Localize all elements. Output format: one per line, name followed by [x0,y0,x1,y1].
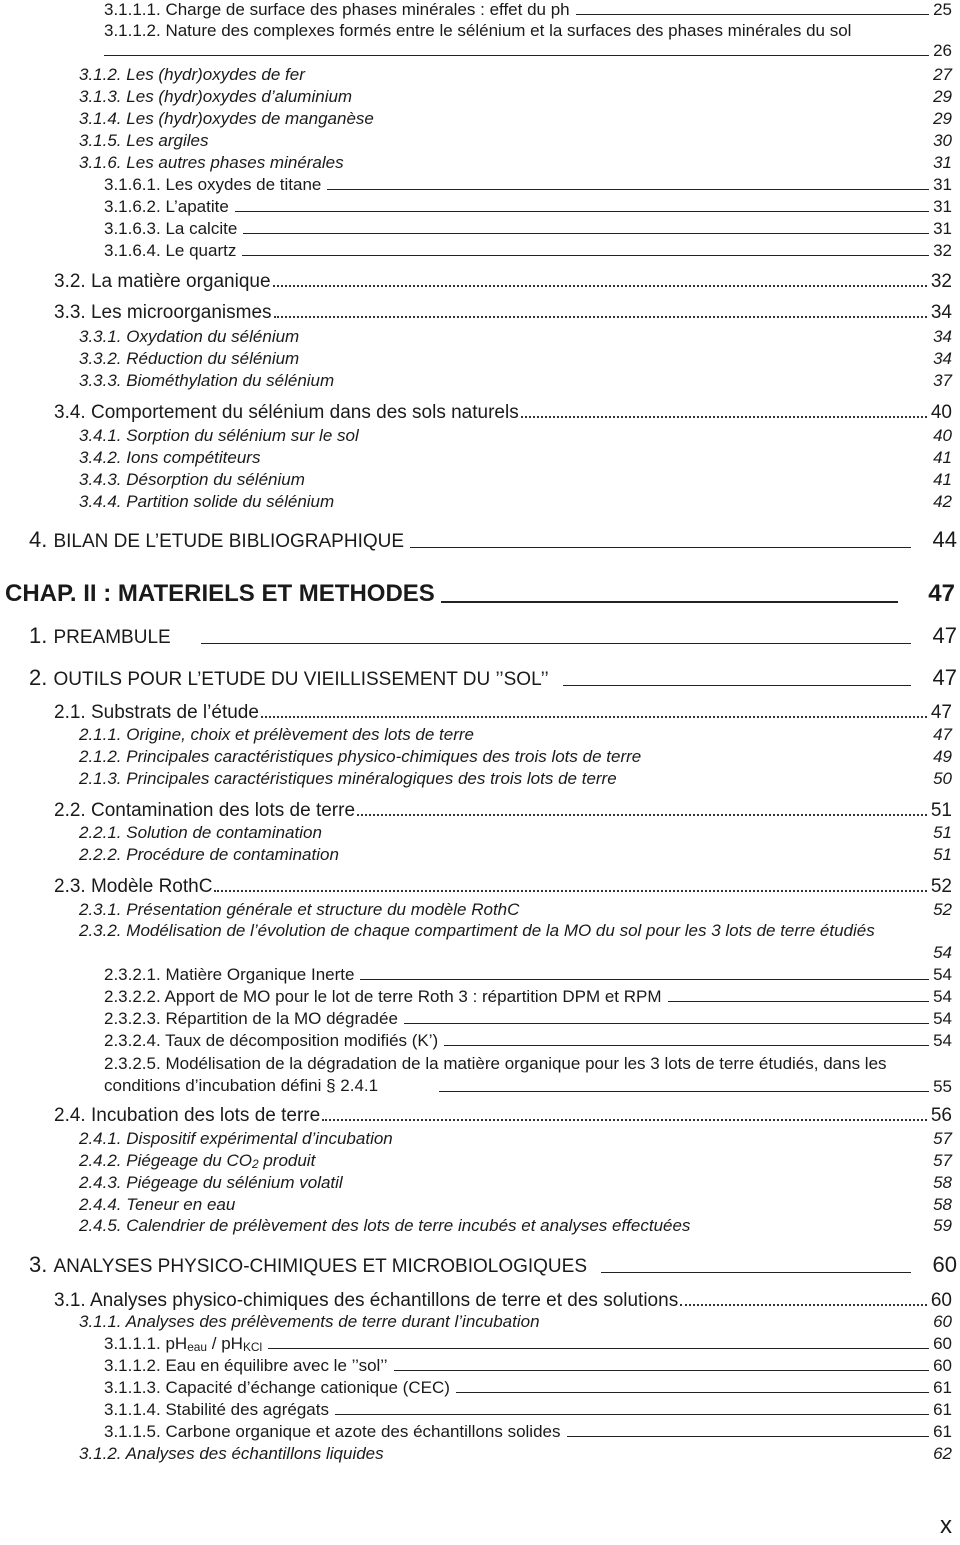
toc-entry-page: 25 [933,0,952,19]
toc-entry-number: 2.4.1. [79,1129,122,1148]
toc-entry-number: 3.1.1. [79,1312,122,1331]
toc-leader [268,1334,929,1349]
toc-entry[interactable] [54,402,952,424]
toc-entry[interactable] [79,492,952,512]
toc-entry-number: 1. [29,623,48,648]
toc-entry-subscript-2: KCl [242,1340,263,1354]
toc-leader [335,1400,929,1415]
toc-entry[interactable] [54,271,952,293]
toc-entry-number: 3.1.6. [79,153,122,172]
toc-entry[interactable] [79,1195,952,1215]
toc-entry-number: 3.2. [54,271,86,292]
toc-entry-title: Origine, choix et prélèvement des lots de terre [126,725,475,744]
toc-entry-number: 3.1.1.4. [104,1400,161,1419]
toc-entry-title: Piégeage du CO [126,1151,252,1170]
toc-entry[interactable] [104,175,952,195]
toc-entry-number: 3.4. [54,402,86,423]
toc-entry-title: Procédure de contamination [126,845,339,864]
toc-entry-page: 58 [933,1195,952,1214]
toc-entry-number: 2.3.1. [79,900,122,919]
toc-entry-title: Modèle RothC [90,876,213,897]
toc-entry-page: 29 [933,109,952,128]
toc-entry-title: Principales caractéristiques physico-chimiques des trois lots de terre [126,747,642,766]
toc-entry[interactable] [104,241,952,261]
toc-entry-page: 57 [933,1129,952,1148]
toc-entry-page: 40 [933,426,952,445]
toc-entry-title: La matière organique [90,271,271,292]
toc-entry-page: 26 [933,41,952,60]
toc-entry-page: 57 [933,1151,952,1170]
toc-entry-page: 42 [933,492,952,511]
toc-entry-number: 3.1.1.2. [104,1356,161,1375]
toc-leader [410,527,910,548]
toc-entry-title: Piégeage du sélénium volatil [126,1173,343,1192]
toc-entry-title: Nature des complexes formés entre le sélénium et la surfaces des phases minérales du sol [165,21,852,40]
toc-entry-number: 3.1.6.3. [104,219,161,238]
toc-entry-title: Sorption du sélénium sur le sol [126,426,359,445]
toc-entry-page: 60 [930,1290,952,1311]
toc-entry-page: 55 [933,1077,952,1096]
toc-leader [521,402,927,418]
toc-entry-page: 40 [930,402,952,423]
toc-entry-title: Carbone organique et azote des échantillons solides [165,1422,561,1441]
toc-entry-page: 41 [933,470,952,489]
toc-entry[interactable] [79,1444,952,1464]
toc-entry-title: Ions compétiteurs [126,448,261,467]
toc-entry[interactable] [29,665,957,691]
toc-entry-title-tail: produit [258,1151,316,1170]
toc-entry-title: OUTILS POUR L’ETUDE DU VIEILLISSEMENT DU ’’SOL’’ [53,669,549,690]
toc-entry[interactable] [79,1216,952,1236]
toc-entry-title: CHAP. II : MATERIELS ET METHODES [5,580,435,607]
toc-entry-number: 3.3.1. [79,327,122,346]
toc-entry-page: 31 [933,153,952,172]
toc-entry[interactable] [79,131,952,151]
toc-entry-page: 59 [933,1216,952,1235]
toc-entry-page: 56 [930,1105,952,1126]
toc-entry[interactable] [104,21,952,61]
toc-entry-number: 2.4. [54,1105,86,1126]
page-footer-number: x [940,1512,952,1539]
toc-entry-title: Les (hydr)oxydes d’aluminium [126,87,353,106]
toc-entry[interactable] [79,470,952,490]
toc-entry[interactable] [104,1356,952,1376]
toc-entry-number: 2.1.1. [79,725,122,744]
toc-entry-page: 44 [932,527,957,552]
toc-entry[interactable] [104,1422,952,1442]
toc-entry-title: Modélisation de l’évolution de chaque compartiment de la MO du sol pour les 3 lots de terre étudiés [126,921,875,940]
toc-entry[interactable] [104,219,952,239]
toc-entry-number: 3.1.2. [79,65,122,84]
toc-entry-number: 3.1.1.2. [104,21,161,40]
toc-entry-page: 52 [930,876,952,897]
toc-entry-title: pH [165,1334,188,1353]
toc-leader [214,876,926,892]
toc-entry-page: 34 [933,327,952,346]
toc-entry-title: La calcite [165,219,238,238]
toc-entry-number: 3.1.1.1. [104,0,161,19]
toc-entry-page: 62 [933,1444,952,1463]
toc-entry-title: Le quartz [165,241,237,260]
toc-entry-number: 3.4.4. [79,492,122,511]
toc-entry-number: 3.1.3. [79,87,122,106]
toc-leader [104,55,929,56]
toc-leader [261,702,927,718]
toc-entry[interactable] [79,426,952,446]
toc-entry[interactable] [79,65,952,85]
toc-entry-number: 4. [29,527,48,552]
toc-entry-title: Teneur en eau [126,1195,236,1214]
toc-entry[interactable] [104,1053,952,1097]
toc-entry-number: 3.4.2. [79,448,122,467]
toc-entry-title: Les microorganismes [90,302,272,323]
toc-entry-page: 47 [928,580,955,607]
toc-entry-page: 51 [930,800,952,821]
toc-entry-number: 2.3.2.2. [104,987,161,1006]
toc-entry-subscript: 2 [251,1157,259,1171]
toc-entry-title: Principales caractéristiques minéralogiques des trois lots de terre [126,769,617,788]
toc-entry-title: Incubation des lots de terre [90,1105,321,1126]
toc-entry-number: 3.3.3. [79,371,122,390]
toc-entry-page: 60 [933,1334,952,1353]
toc-entry[interactable] [79,823,952,843]
toc-entry-number: 3.1.1.1. [104,1334,161,1353]
toc-entry[interactable] [79,845,952,865]
toc-entry-page: 31 [933,197,952,216]
toc-entry-number: 3.1.1.3. [104,1378,161,1397]
toc-entry-page: 54 [933,1031,952,1050]
toc-leader [327,175,929,190]
toc-entry-page: 60 [933,1312,952,1331]
toc-entry-page: 61 [933,1378,952,1397]
toc-leader [456,1378,929,1393]
toc-entry-page: 50 [933,769,952,788]
toc-entry[interactable] [29,527,957,553]
toc-entry-title: Analyses des prélèvements de terre durant l’incubation [125,1312,540,1331]
toc-entry[interactable] [79,153,952,173]
toc-entry[interactable] [104,1378,952,1398]
toc-entry-title: Les oxydes de titane [165,175,322,194]
toc-entry-number: 2.4.5. [79,1216,122,1235]
toc-entry[interactable] [54,1290,952,1312]
toc-entry-page: 60 [933,1356,952,1375]
toc-entry[interactable] [79,725,952,745]
toc-entry[interactable] [79,1151,952,1171]
chapter-heading[interactable] [5,580,955,608]
toc-leader [668,987,930,1002]
toc-entry-title: Eau en équilibre avec le ’’sol’’ [165,1356,388,1375]
toc-entry-number: 3.1.4. [79,109,122,128]
toc-entry[interactable] [54,702,952,724]
toc-entry-title: Solution de contamination [126,823,322,842]
toc-entry-title: Contamination des lots de terre [90,800,356,821]
toc-entry[interactable] [79,769,952,789]
toc-entry[interactable] [79,1129,952,1149]
toc-entry-page: 47 [932,665,957,690]
toc-entry-page: 30 [933,131,952,150]
toc-entry-number: 2.1.3. [79,769,122,788]
toc-entry-title: L’apatite [165,197,229,216]
toc-entry-number: 2.3.2.3. [104,1009,161,1028]
toc-entry-title: Calendrier de prélèvement des lots de terre incubés et analyses effectuées [126,1216,691,1235]
toc-entry-number: 2.4.2. [79,1151,122,1170]
toc-entry-number: 3. [29,1252,48,1277]
toc-leader [357,800,927,816]
toc-entry[interactable] [79,349,952,369]
toc-entry-title: Substrats de l’étude [90,702,259,723]
toc-leader [601,1252,911,1273]
toc-entry-number: 2.3.2.5. [104,1054,161,1073]
toc-entry-page: 37 [933,371,952,390]
toc-entry-page: 58 [933,1173,952,1192]
toc-entry-page: 60 [932,1252,957,1277]
toc-entry-number: 2.2. [54,800,86,821]
toc-entry-number: 3.3. [54,302,86,323]
toc-entry-page: 54 [933,943,952,962]
toc-entry[interactable] [79,900,952,920]
toc-entry[interactable] [54,876,952,898]
toc-leader [242,241,929,256]
toc-entry[interactable] [104,0,952,20]
toc-entry-page: 52 [933,900,952,919]
toc-entry-title: Apport de MO pour le lot de terre Roth 3 : répartition DPM et RPM [164,987,662,1006]
toc-entry-title: Oxydation du sélénium [126,327,300,346]
toc-leader [360,965,929,980]
toc-leader [404,1009,929,1024]
toc-entry[interactable] [79,921,952,963]
toc-entry-number: 2.2.1. [79,823,122,842]
toc-entry-page: 54 [933,987,952,1006]
toc-entry-number: 2.3.2.1. [104,965,161,984]
toc-entry-title: PREAMBULE [53,627,171,648]
toc-entry[interactable] [104,1334,952,1354]
toc-entry-page: 54 [933,965,952,984]
toc-entry-number: 2.4.3. [79,1173,122,1192]
toc-leader [680,1290,927,1306]
toc-entry-page: 27 [933,65,952,84]
toc-entry[interactable] [79,1173,952,1193]
toc-entry-title: Les autres phases minérales [126,153,344,172]
toc-entry-title: Stabilité des agrégats [165,1400,329,1419]
toc-entry-title: Dispositif expérimental d’incubation [126,1129,393,1148]
toc-leader [444,1031,929,1046]
toc-entry-number: 3.1.6.4. [104,241,161,260]
toc-entry-title: Les (hydr)oxydes de manganèse [126,109,374,128]
toc-entry[interactable] [79,371,952,391]
toc-entry-number: 3.1.1.5. [104,1422,161,1441]
toc-entry[interactable] [104,1400,952,1420]
toc-entry-page: 49 [933,747,952,766]
toc-entry-page: 31 [933,175,952,194]
toc-entry-page: 29 [933,87,952,106]
toc-leader [274,302,927,318]
toc-entry-subscript: eau [187,1340,208,1354]
toc-entry-page: 51 [933,845,952,864]
toc-entry-number: 3.4.3. [79,470,122,489]
toc-entry-number: 3.4.1. [79,426,122,445]
toc-entry[interactable] [54,302,952,324]
toc-entry-title: Biométhylation du sélénium [126,371,335,390]
toc-entry-page: 31 [933,219,952,238]
toc-entry-number: 2.1.2. [79,747,122,766]
toc-leader [201,623,911,644]
toc-entry-number: 2.1. [54,702,86,723]
toc-entry-page: 34 [930,302,952,323]
toc-entry-title: Matière Organique Inerte [165,965,355,984]
toc-entry[interactable] [79,109,952,129]
toc-leader [563,665,911,686]
toc-entry-title: ANALYSES PHYSICO-CHIMIQUES ET MICROBIOLOGIQUES [53,1256,587,1277]
toc-entry[interactable] [104,1009,952,1029]
toc-leader [243,219,929,234]
toc-entry-title: BILAN DE L’ETUDE BIBLIOGRAPHIQUE [53,531,405,552]
toc-entry-number: 2.3. [54,876,86,897]
toc-entry-title: Réduction du sélénium [126,349,300,368]
toc-entry[interactable] [29,623,957,649]
toc-entry-title: Partition solide du sélénium [126,492,335,511]
toc-entry[interactable] [79,327,952,347]
toc-leader [235,197,929,212]
toc-entry-number: 2. [29,665,48,690]
toc-leader [576,0,929,15]
toc-leader [439,1075,929,1092]
toc-entry[interactable] [79,448,952,468]
toc-entry[interactable] [79,87,952,107]
toc-entry[interactable] [54,800,952,822]
toc-entry[interactable] [29,1252,957,1278]
toc-entry-page: 61 [933,1400,952,1419]
toc-entry-page: 32 [930,271,952,292]
toc-entry-page: 47 [930,702,952,723]
toc-entry-number: 3.1.5. [79,131,122,150]
toc-entry[interactable] [104,987,952,1007]
toc-entry-title: Répartition de la MO dégradée [165,1009,398,1028]
toc-entry-page: 47 [932,623,957,648]
toc-entry-number: 2.2.2. [79,845,122,864]
toc-entry-page: 61 [933,1422,952,1441]
toc-entry-number: 3.1.6.1. [104,175,161,194]
toc-entry-number: 3.1. [54,1290,86,1311]
toc-entry-page: 47 [933,725,952,744]
toc-entry-page: 32 [933,241,952,260]
toc-entry[interactable] [79,747,952,767]
toc-entry[interactable] [79,1312,952,1332]
toc-entry-number: 3.1.2. [79,1444,122,1463]
toc-entry[interactable] [104,965,952,985]
toc-entry-number: 2.3.2.4. [104,1031,161,1050]
toc-entry-title: Présentation générale et structure du modèle RothC [126,900,520,919]
toc-entry-title: Les argiles [126,131,209,150]
toc-entry-number: 2.3.2. [79,921,122,940]
toc-entry-title: Capacité d’échange cationique (CEC) [165,1378,450,1397]
toc-leader [273,271,927,287]
toc-entry-title: Les (hydr)oxydes de fer [126,65,305,84]
toc-entry[interactable] [54,1105,952,1127]
toc-entry-number: 3.3.2. [79,349,122,368]
toc-entry-page: 51 [933,823,952,842]
toc-entry-number: 2.4.4. [79,1195,122,1214]
toc-entry[interactable] [104,197,952,217]
toc-entry[interactable] [104,1031,952,1051]
toc-entry-title: Désorption du sélénium [126,470,305,489]
toc-entry-title: Charge de surface des phases minérales : effet du ph [165,0,570,19]
toc-leader [322,1105,927,1121]
toc-entry-page: 54 [933,1009,952,1028]
toc-entry-title-tail: / pH [207,1334,243,1353]
toc-entry-title: Modélisation de la dégradation de la matière organique pour les 3 lots de terre étudiés, dans les conditions d’incubation défini § 2.4.1 [104,1054,887,1095]
toc-entry-number: 3.1.6.2. [104,197,161,216]
toc-leader [394,1356,930,1371]
toc-leader [567,1422,930,1437]
toc-entry-page: 34 [933,349,952,368]
toc-entry-title: Analyses des échantillons liquides [125,1444,384,1463]
toc-entry-title: Comportement du sélénium dans des sols naturels [90,402,519,423]
toc-leader [441,580,898,603]
toc-entry-title: Taux de décomposition modifiés (K’) [165,1031,439,1050]
toc-entry-page: 41 [933,448,952,467]
toc-entry-title: Analyses physico-chimiques des échantillons de terre et des solutions [89,1290,679,1311]
